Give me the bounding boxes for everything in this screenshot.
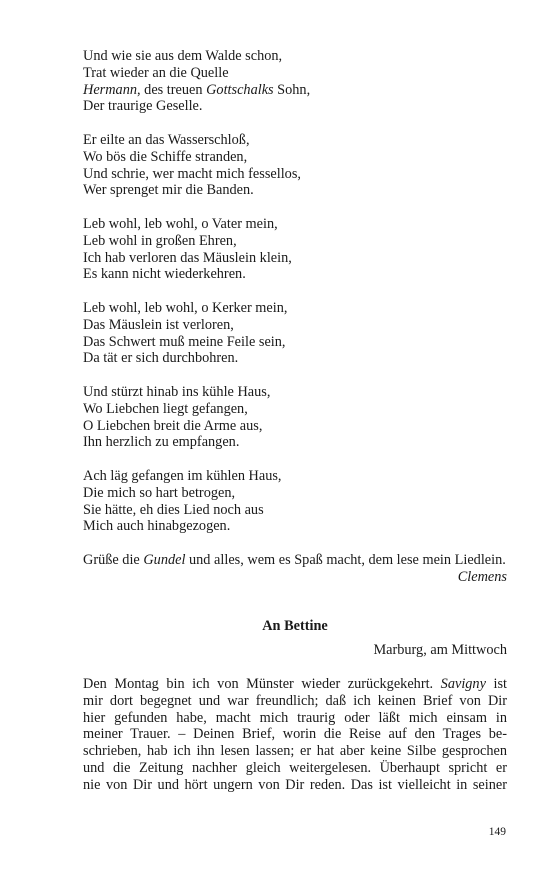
name-savigny: Savigny <box>440 676 486 693</box>
stanza-4 <box>83 300 507 367</box>
stanza-6 <box>83 468 507 535</box>
verse-line: Leb wohl in großen Ehren, <box>83 232 237 249</box>
name-gundel: Gundel <box>143 551 186 568</box>
name-hermann: Hermann <box>83 81 138 98</box>
verse-line: O Liebchen breit die Arme aus, <box>83 417 263 434</box>
verse-line: Und wie sie aus dem Walde schon, <box>83 48 283 64</box>
verse-line: Der traurige Geselle. <box>83 98 203 115</box>
stanza-5 <box>83 384 507 451</box>
letter-line: schrieben, hab ich ihn lesen lassen; er hat aber keine Silbe gesprochen <box>83 743 507 760</box>
verse-line: Die mich so hart betrogen, <box>83 484 236 501</box>
verse-line: Er eilte an das Wasserschloß, <box>83 131 250 148</box>
page-number: 149 <box>488 826 506 838</box>
verse-line: Und schrie, wer macht mich fessellos, <box>83 165 301 182</box>
verse-line: Hermann, des treuen Gottschalks Sohn, <box>83 81 311 98</box>
letter-body <box>83 676 507 794</box>
verse-line: Wo bös die Schiffe stranden, <box>83 148 248 165</box>
verse-line: Wo Liebchen liegt gefangen, <box>83 400 248 417</box>
verse-line: Leb wohl, leb wohl, o Vater mein, <box>83 215 278 232</box>
verse-line: Sie hätte, eh dies Lied noch aus <box>83 501 264 518</box>
stanza-2 <box>83 132 507 199</box>
letter-line: nie von Dir und hört ungern von Dir reden. Das ist vielleicht in seiner <box>83 776 507 793</box>
letter-line: Den Montag bin ich von Münster wieder zurückgekehrt. Savigny ist <box>83 676 507 693</box>
poem <box>83 48 507 535</box>
verse-line: Das Schwert muß meine Feile sein, <box>83 333 286 350</box>
verse-line: Ich hab verloren das Mäuslein klein, <box>83 249 292 266</box>
verse-line: Da tät er sich durchbohren. <box>83 350 239 367</box>
letter-line: meiner Trauer. – Deinen Brief, worin die Reise auf den Trages be- <box>83 726 507 743</box>
verse-line: Das Mäuslein ist verloren, <box>83 316 234 333</box>
verse-line: Und stürzt hinab ins kühle Haus, <box>83 383 271 400</box>
verse-line: Ihn herzlich zu empfangen. <box>83 434 240 451</box>
verse-line: Ach läg gefangen im kühlen Haus, <box>83 467 282 484</box>
verse-line: Wer sprenget mir die Banden. <box>83 182 254 199</box>
stanza-3 <box>83 216 507 283</box>
stanza-1 <box>83 48 507 115</box>
letter-line: mir dort begegnet und war freundlich; daß ich keinen Brief von Dir <box>83 692 507 709</box>
letter-heading: An Bettine <box>262 617 328 634</box>
verse-line: Trat wieder an die Quelle <box>83 64 229 81</box>
verse-line: Mich auch hinabgezogen. <box>83 518 231 535</box>
letter-line: hier gefunden habe, macht mich traurig oder läßt mich einsam in <box>83 709 507 726</box>
letter-place-date: Marburg, am Mittwoch <box>373 642 507 659</box>
signature: Clemens <box>457 568 507 585</box>
name-gottschalks: Gottschalks <box>206 81 274 98</box>
page-body <box>83 48 507 794</box>
verse-line: Es kann nicht wiederkehren. <box>83 266 246 283</box>
verse-line: Leb wohl, leb wohl, o Kerker mein, <box>83 299 288 316</box>
letter-line: und die Zeitung nachher gleich weitergelesen. Überhaupt spricht er <box>83 760 507 777</box>
closing-greeting: Grüße die Gundel und alles, wem es Spaß macht, dem lese mein Liedlein. <box>83 551 506 568</box>
